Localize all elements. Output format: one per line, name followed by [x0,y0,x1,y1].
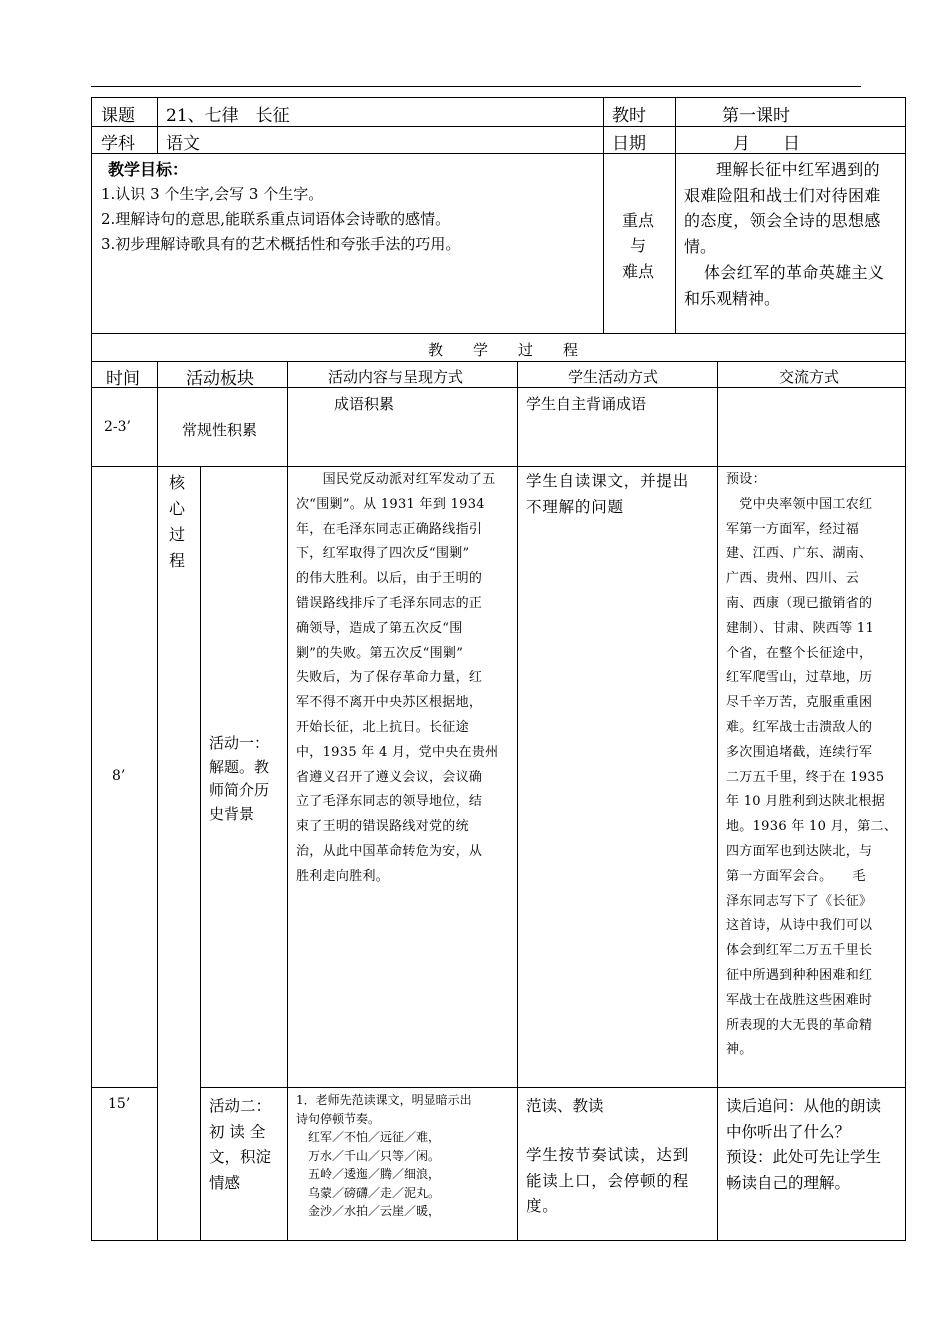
row1-student: 学生自主背诵成语 [526,395,647,413]
xueke-label: 学科 [101,134,135,154]
key-difficult-label-2: 与 [630,236,647,255]
col-block: 活动板块 [186,369,254,389]
key-text-1-line-2: 艰难险阻和战士们对待困难 [684,186,881,205]
row2-student: 学生自读课文，并提出 不理解的问题 [526,472,690,516]
keti-label: 课题 [101,106,135,126]
lesson-title: 21、七律 长征 [166,106,290,126]
core-process-label: 核 心 过 程 [169,473,186,570]
row2-time: 8’ [112,768,126,784]
row1-block: 常规性积累 [182,421,258,439]
row3-activity: 活动二： 初 读 全 文，积淀 情感 [209,1097,272,1192]
riqi-label: 日期 [612,134,646,154]
key-text-1-line-1: 理解长征中红军遇到的 [716,160,881,179]
goal-item-3: 3.初步理解诗歌具有的艺术概括性和夸张手法的巧用。 [101,235,461,253]
goal-item-1: 1.认识 3 个生字,会写 3 个生字。 [101,185,324,203]
top-rule [91,86,861,87]
goals-title: 教学目标： [108,160,189,179]
key-difficult-label-3: 难点 [622,262,655,281]
riqi-month: 月 [733,134,750,154]
process-title: 教 学 过 程 [428,341,579,359]
row3-time: 15’ [108,1096,131,1112]
key-text-2-line-2: 和乐观精神。 [684,289,781,308]
row3-student-2: 学生按节奏试读，达到 能读上口，会停顿的程 度。 [526,1146,690,1215]
key-text-1-line-3: 的态度，领会全诗的思想感 [684,211,881,230]
row3-student-1: 范读、教读 [526,1097,604,1115]
col-student: 学生活动方式 [568,368,659,386]
row2-content: 国民党反动派对红军发动了五 次“围剿”。从 1931 年到 1934 年，在毛泽东同志正确路线指引 下，红军取得了四次反“围剿” 的伟大胜利。以后，由于王明的 错误路线排斥了毛泽东同志的正 确领导，造成了第五次反“围 剿”的失败。第五次反“围剿” 失败后，为了保存革命力量，红 军不得不离开中央苏区根据地， 开始长征，北上抗日。长征途 中，1935 年 4 月，党中央在贵州 省遵义召开了遵义会议，会议确 立了毛泽东同志的领导地位，结 束了王明的错误路线对党的统 治，从此中国革命转危为安，从 胜利走向胜利。 [296,472,499,884]
key-difficult-label-1: 重点 [622,211,655,230]
riqi-day: 日 [783,134,800,154]
col-content: 活动内容与呈现方式 [328,368,464,386]
row2-activity: 活动一： 解题。教 师简介历 史背景 [209,734,270,823]
xueke-value: 语文 [166,134,200,154]
jiaoshi-value: 第一课时 [722,106,790,126]
jiaoshi-label: 教时 [612,106,646,126]
row1-time: 2-3’ [104,419,131,435]
row3-content: 1．老师先范读课文，明显暗示出 诗句停顿节奏。 红军／不怕／远征／难， 万水／千山／只等／闲。 五岭／逶迤／腾／细浪， 乌蒙／磅礴／走／泥丸。 金沙／水拍／云崖／暖， [296,1093,472,1218]
col-time: 时间 [106,369,140,389]
key-text-1-line-4: 情。 [684,237,717,256]
col-exchange: 交流方式 [779,368,840,386]
row2-exchange: 预设： 党中央率领中国工农红 军第一方面军，经过福 建、江西、广东、湖南、 广西、贵州、四川、云 南、西康（现已撤销省的 建制）、甘肃、陕西等 11 个省，在整个长征途中， 红军爬雪山，过草地，历 尽千辛万苦，克服重重困 难。红军战士击溃敌人的 多次围追堵截，连续行军 二万五千里，终于在 1935 年 10 月胜利到达陕北根据 地。1936 年 10 月，第二、 四方面军也到达陕北，与 第一方面军会合。 毛 泽东同志写下了《长征》 这首诗，从诗中我们可以 体会到红军二万五千里长 征中所遇到种种困难和红 军战士在战胜这些困难时 所表现的大无畏的革命精 神。 [726,472,898,1058]
row3-exchange: 读后追问：从他的朗读 中你听出了什么？ 预设：此处可先让学生 畅读自己的理解。 [726,1097,882,1192]
row1-content: 成语积累 [334,395,395,413]
key-text-2-line-1: 体会红军的革命英雄主义 [704,263,885,282]
goal-item-2: 2.理解诗句的意思,能联系重点词语体会诗歌的感情。 [101,210,451,228]
